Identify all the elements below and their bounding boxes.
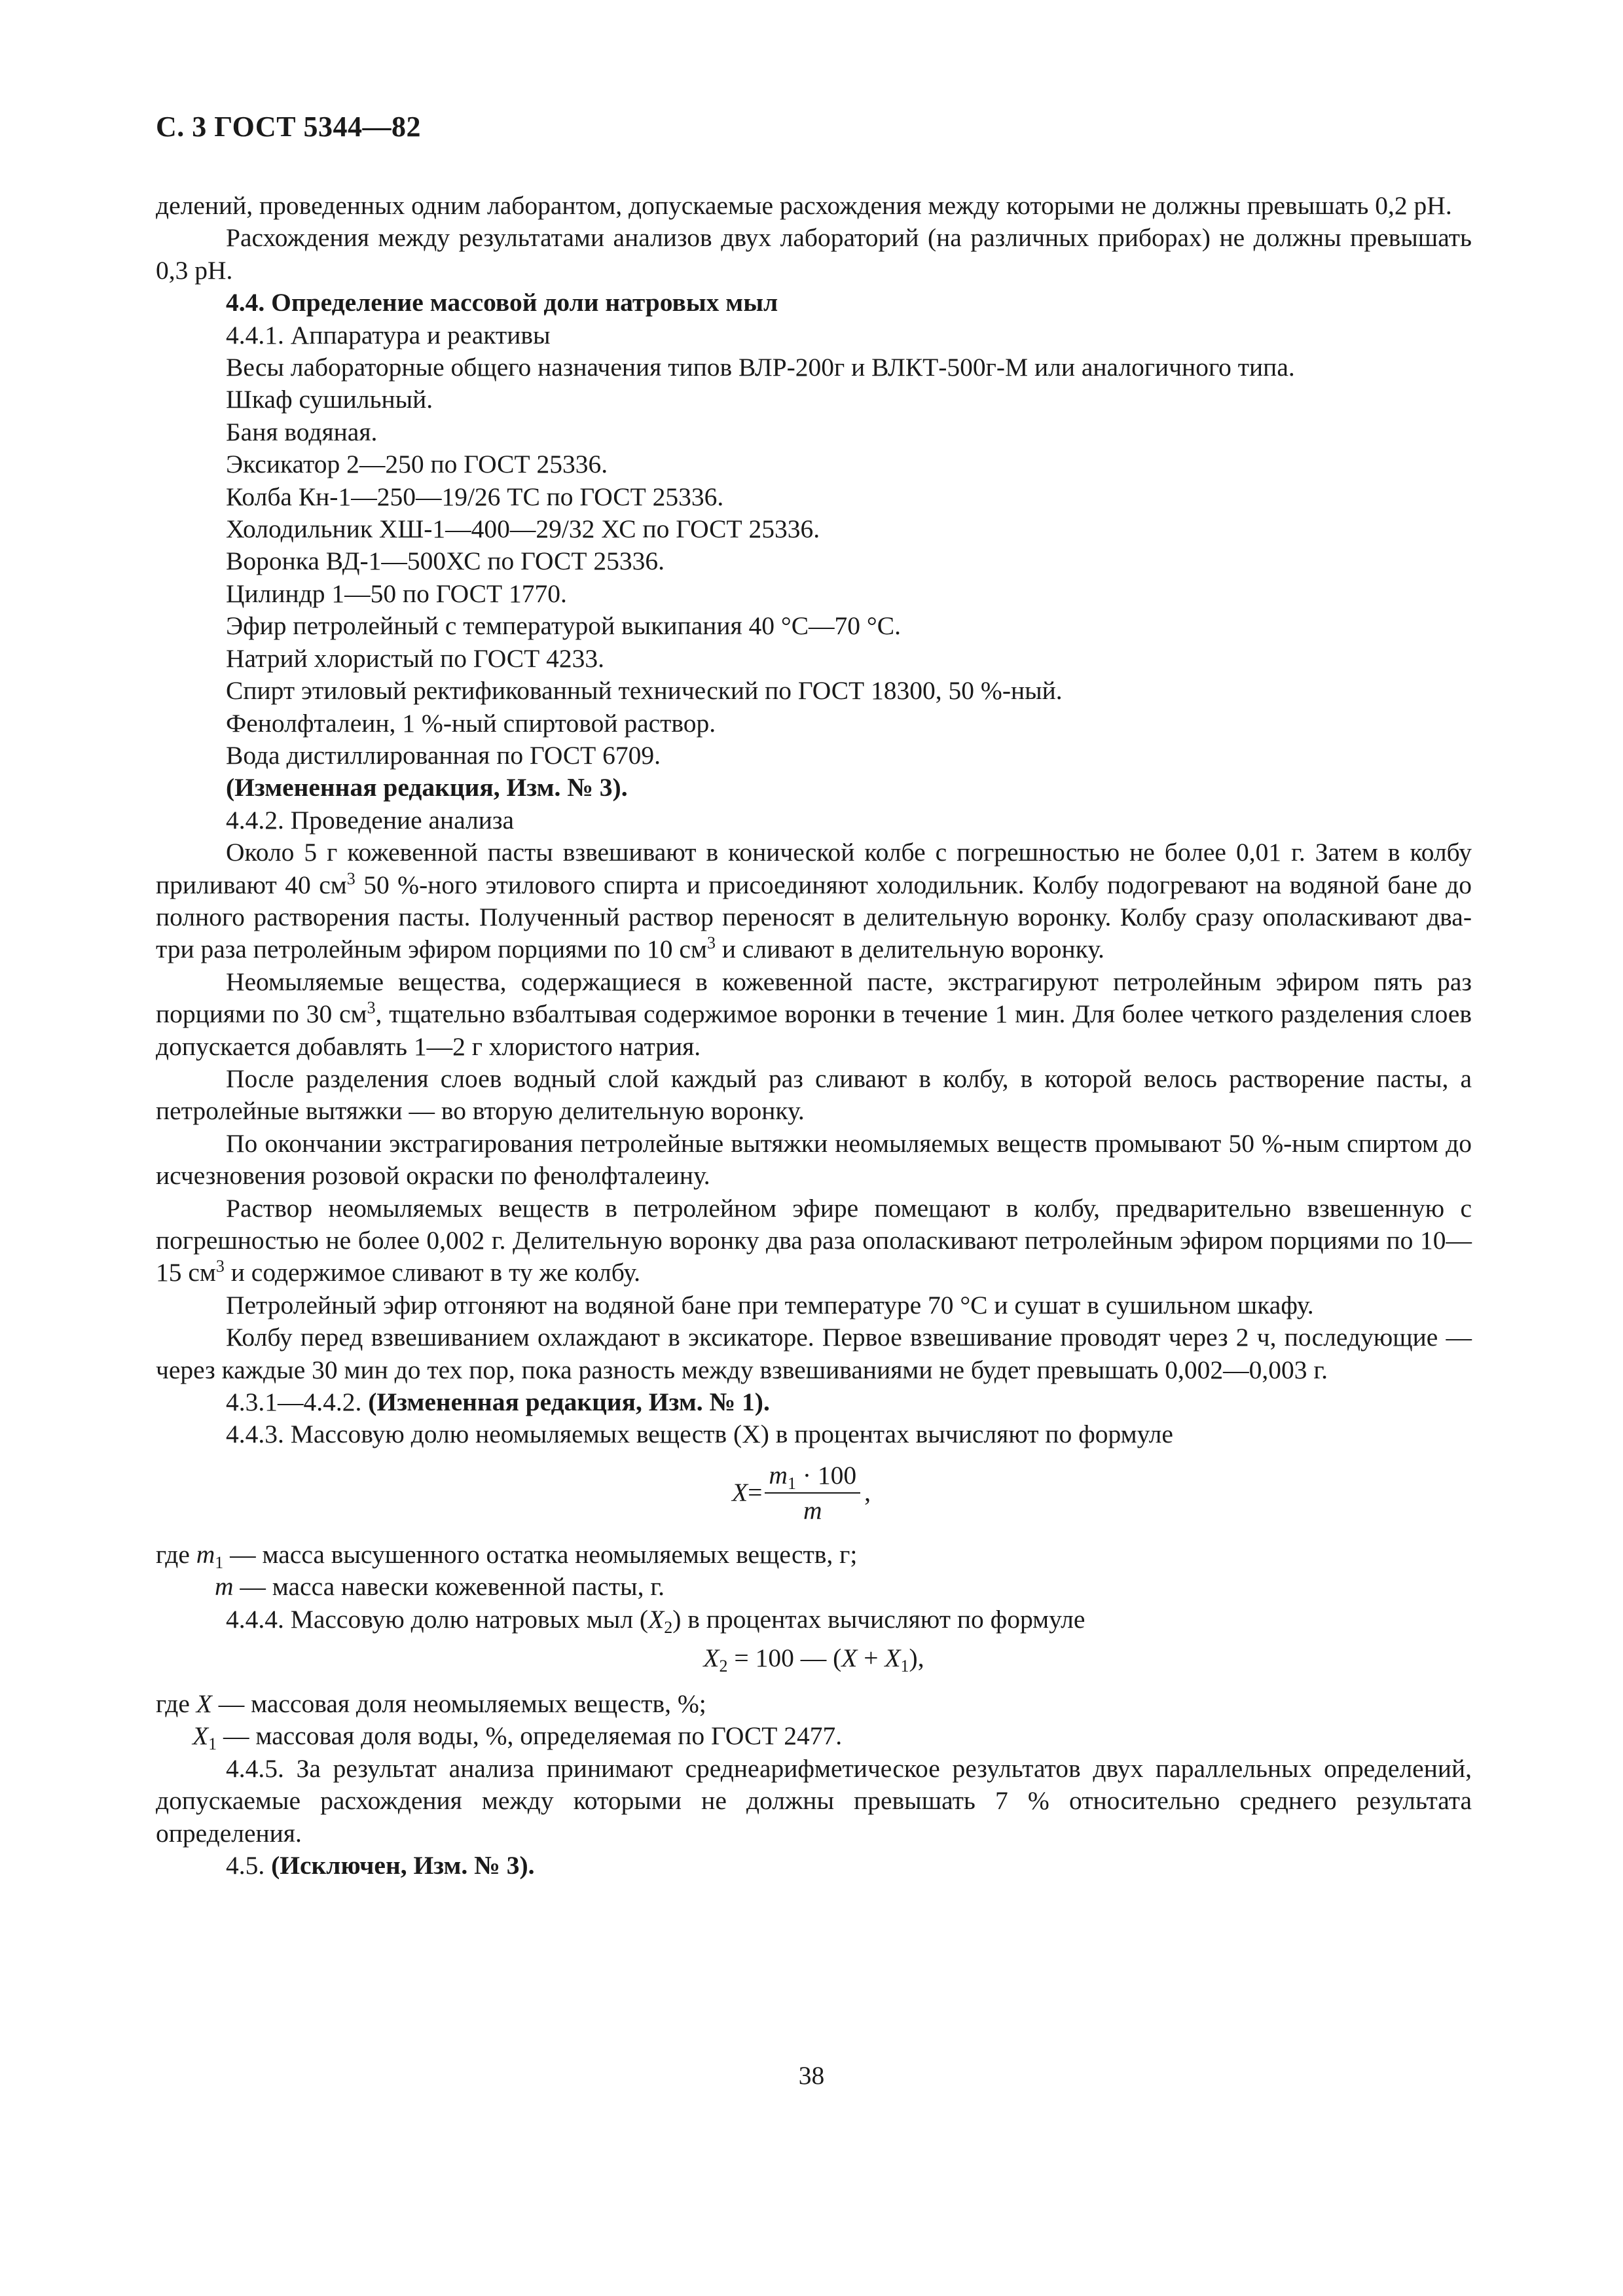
- equipment-item: Баня водяная.: [226, 417, 378, 446]
- equipment-item: Колба Кн-1—250—19/26 ТС по ГОСТ 25336.: [226, 482, 724, 511]
- paragraph-analysis-7: Колбу перед взвешиванием охлаждают в эксикаторе. Первое взвешивание проводят через 2 ч, последующие — через каждые 30 мин до тех пор, пока разность между взвешиваниями не будет превышать 0,002—0,003 г.: [156, 1323, 1472, 1384]
- equipment-item: Воронка ВД-1—500ХС по ГОСТ 25336.: [226, 547, 665, 576]
- subsection-4-4-5: 4.4.5. За результат анализа принимают среднеарифметическое результатов двух параллельных определений, допускаемые расхождения между которыми не должны превышать 7 % относительно среднего результата определения.: [156, 1753, 1472, 1848]
- formula-x: X = $\frac{m_1 \cdot 100}{m}$ ,: [732, 1460, 871, 1525]
- fraction: $\frac{m_1 \cdot 100}{m}$: [765, 1461, 860, 1525]
- equipment-item: Вода дистиллированная по ГОСТ 6709.: [226, 740, 661, 770]
- where-m: m — масса навески кожевенной пасты, г.: [215, 1572, 665, 1602]
- amendment-note-3: (Измененная редакция, Изм. № 3).: [226, 773, 628, 802]
- equipment-item: Цилиндр 1—50 по ГОСТ 1770.: [226, 579, 567, 608]
- subsection-4-4-1: 4.4.1. Аппаратура и реактивы: [226, 320, 551, 350]
- equipment-item: Эфир петролейный с температурой выкипания 40 °С—70 °С.: [226, 611, 901, 641]
- where-m1: где $m_1$ — масса высушенного остатка неомыляемых веществ, г;: [156, 1539, 858, 1572]
- page-number: 38: [798, 2061, 825, 2090]
- paragraph-continuation: делений, проведенных одним лаборантом, допускаемые расхождения между которыми не должны превышать 0,2 рН.: [156, 191, 1452, 220]
- paragraph-analysis-6: Петролейный эфир отгоняют на водяной бане при температуре 70 °С и сушат в сушильном шкафу.: [226, 1290, 1314, 1319]
- subsection-4-4-2: 4.4.2. Проведение анализа: [226, 805, 515, 834]
- paragraph-analysis-5: Раствор неомыляемых веществ в петролейном эфире помещают в колбу, предварительно взвешенную с погрешностью не более 0,002 г. Делительную воронку два раза ополаскивают петролейным эфиром порциями по 10—15 $см^3$ и содержимое сливают в ту же колбу.: [156, 1193, 1472, 1287]
- subsection-4-4-4: 4.4.4. Массовую долю натровых мыл $(X_2)$ в процентах вычисляют по формуле: [226, 1604, 1085, 1637]
- equipment-item: Спирт этиловый ректификованный технический по ГОСТ 18300, 50 %-ный.: [226, 676, 1063, 706]
- paragraph-lab-discrepancy: Расхождения между результатами анализов двух лабораторий (на различных приборах) не должны превышать 0,3 рН.: [156, 223, 1472, 285]
- paragraph-analysis-4: По окончании экстрагирования петролейные вытяжки неомыляемых веществ промывают 50 %-ным спиртом до исчезновения розовой окраски по фенолфталеину.: [156, 1128, 1472, 1191]
- paragraph-scales: Весы лабораторные общего назначения типов ВЛР-200г и ВЛКТ-500г-М или аналогичного типа.: [226, 353, 1295, 382]
- section-heading-4-4: 4.4. Определение массовой доли натровых мыл: [226, 288, 778, 317]
- formula-x2: $X_2 = 100$ — $(X + X_1)$,: [703, 1643, 924, 1676]
- equipment-item: Натрий хлористый по ГОСТ 4233.: [226, 643, 604, 673]
- section-4-5: 4.5. (Исключен, Изм. № 3).: [226, 1851, 535, 1880]
- paragraph-analysis-2: Неомыляемые вещества, содержащиеся в кожевенной пасте, экстрагируют петролейным эфиром пять раз порциями по 30 $см^3$, тщательно взбалтывая содержимое воронки в течение 1 мин. Для более четкого разделения слоев допускается добавлять 1—2 г хлористого натрия.: [156, 967, 1472, 1061]
- equipment-item: Фенолфталеин, 1 %-ный спиртовой раствор.: [226, 708, 716, 738]
- where-x: где X — массовая доля неомыляемых веществ, %;: [156, 1689, 706, 1719]
- subsection-4-4-3: 4.4.3. Массовую долю неомыляемых веществ (X) в процентах вычисляют по формуле: [226, 1420, 1173, 1449]
- page-header: С. 3 ГОСТ 5344—82: [156, 111, 422, 143]
- equipment-item: Шкаф сушильный.: [226, 385, 433, 414]
- where-x1: $X_1$ — массовая доля воды, %, определяемая по ГОСТ 2477.: [192, 1721, 843, 1754]
- document-body: [156, 190, 1472, 1882]
- paragraph-analysis-1: Около 5 г кожевенной пасты взвешивают в конической колбе с погрешностью не более 0,01 г. Затем в колбу приливают 40 $см^3$ 50 %-ного этилового спирта и присоединяют холодильник. Колбу подогревают на водяной бане до полного растворения пасты. Полученный раствор переносят в делительную воронку. Колбу сразу ополаскивают два-три раза петролейным эфиром порциями по 10 $см^3$ и сливают в делительную воронку.: [156, 838, 1472, 964]
- equipment-item: Эксикатор 2—250 по ГОСТ 25336.: [226, 450, 608, 479]
- paragraph-analysis-3: После разделения слоев водный слой каждый раз сливают в колбу, в которой велось растворение пасты, а петролейные вытяжки — во вторую делительную воронку.: [156, 1064, 1472, 1126]
- amendment-note-1: 4.3.1—4.4.2. (Измененная редакция, Изм. № 1).: [226, 1388, 770, 1417]
- equipment-item: Холодильник ХШ-1—400—29/32 ХС по ГОСТ 25336.: [226, 514, 820, 544]
